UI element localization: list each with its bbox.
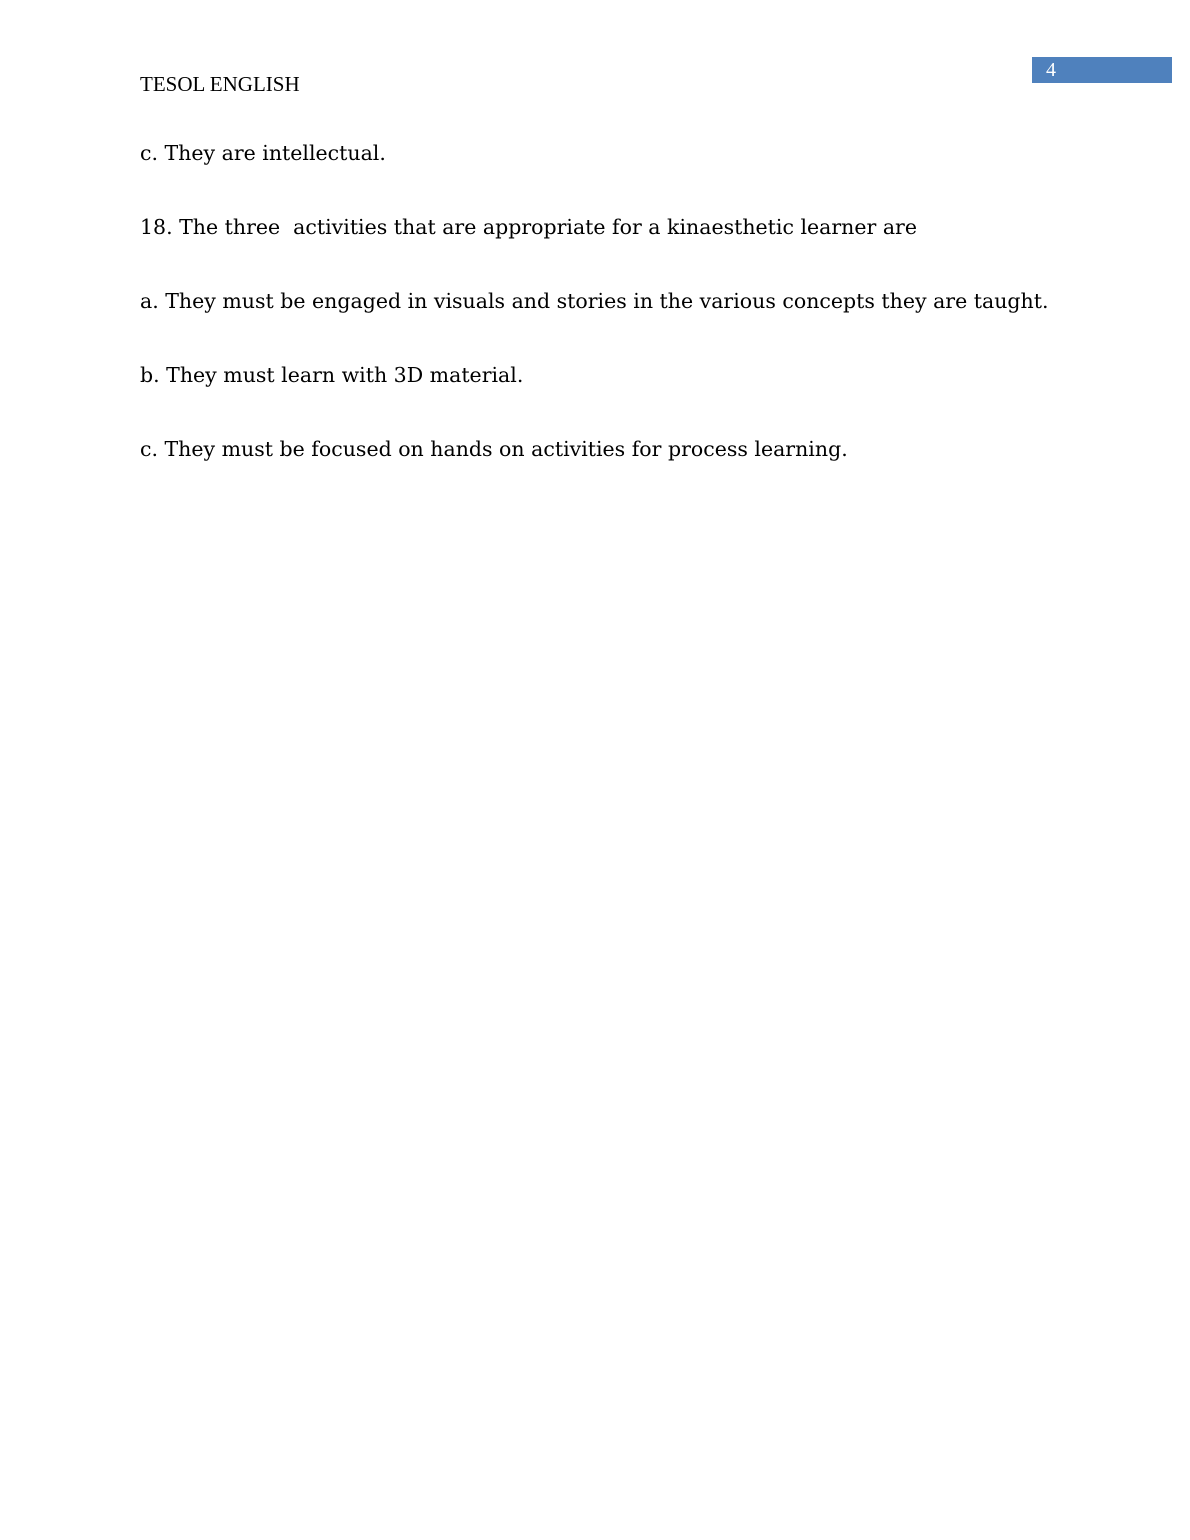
question-18: 18. The three activities that are appropriate for a kinaesthetic learner are [140, 215, 917, 239]
answer-option-c-intellectual: c. They are intellectual. [140, 141, 386, 165]
answer-option-b-3d-material: b. They must learn with 3D material. [140, 363, 524, 387]
running-header: TESOL ENGLISH [140, 72, 300, 96]
page-number-badge [1032, 57, 1172, 83]
answer-option-a-visuals: a. They must be engaged in visuals and stories in the various concepts they are taught. [140, 289, 1049, 313]
document-body [140, 138, 1140, 508]
answer-option-c-hands-on: c. They must be focused on hands on activities for process learning. [140, 437, 848, 461]
page-number: 4 [1046, 59, 1056, 81]
